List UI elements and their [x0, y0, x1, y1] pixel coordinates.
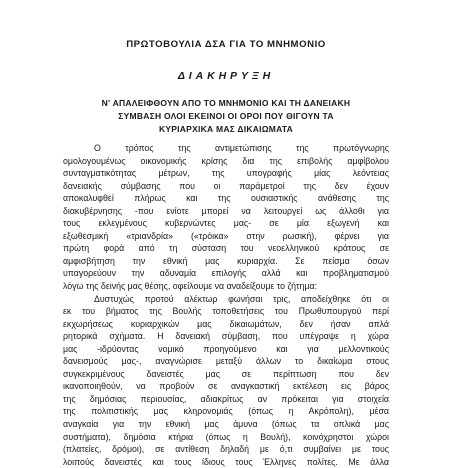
declaration-heading: ΔΙΑΚΗΡΥΞΗ [177, 70, 275, 82]
text-line: αναγκαία για την εθνική μας άμυνα (όπως τα οπλικά μας [63, 419, 389, 430]
text-line: εκ του βήματος της Βουλής τοποθετήσεις του Πρωθυπουργού περί [63, 306, 389, 317]
text-line: δανεισμούς μας-, αναγνώρισε μεταξύ άλλων το δικαίωμα στους [63, 356, 389, 367]
paragraph-2 [63, 293, 389, 468]
text-line: συστήματα), δημόσια κτήρια (όπως η Βουλή), κοινόχρηστοι χώροι [63, 431, 389, 442]
subtitle-line: ΣΥΜΒΑΣΗ ΟΛΟΙ ΕΚΕΙΝΟΙ ΟΙ ΟΡΟΙ ΠΟΥ ΘΙΓΟΥΝ ΤΑ [118, 111, 334, 121]
text-line: διακυβέρνησης -που ενίοτε μπορεί να λειτουργεί ως άλλοθι για [63, 205, 389, 216]
text-line: τους εκλεγμένους κυβερνώντες μας- σε μία εξωγενή και [63, 218, 389, 229]
text-line: εξωθεσμική «τριανδρία» («τρόικα» στην ρωσική), φέρνει για [63, 230, 389, 241]
text-line: εκχωρήσεως κυριαρχικών μας δικαιωμάτων, δεν ήσαν απλά [63, 318, 389, 329]
text-line: ικανοποιηθούν, να προβούν σε αναγκαστική εκτέλεση εις βάρος [63, 381, 389, 392]
text-line: (πλατείες, δρόμοι), σε αντίθεση δηλαδή με ό,τι συμβαίνει με τους [63, 444, 389, 455]
text-line: συνταγματικότητας μέτρων, της υπογραφής μίας λεόντειας [63, 168, 389, 179]
text-line: Ο τρόπος της αντιμετώπισης της πρωτόγνωρης [94, 143, 389, 153]
text-line: ρητορικά σχήματα. Η δανειακή σύμβαση, που υπέγραψε η χώρα [63, 331, 389, 342]
text-line: της πολιτιστικής μας κληρονομιάς (όπως η Ακρόπολη), μέσα [63, 406, 389, 417]
subtitle-line: ΚΥΡΙΑΡΧΙΚΑ ΜΑΣ ΔΙΚΑΙΩΜΑΤΑ [158, 124, 294, 134]
text-line: αμφισβήτηση την εθνική μας κυριαρχία. Σε πείσμα όσων [63, 255, 389, 266]
text-line: ομολογουμένως οικονομικής κρίσης δια της επιβολής αμφίβολου [63, 155, 389, 166]
text-line: λόγω της δεινής μας θέσης, οφείλουμε να αναδείξουμε το ζήτημα: [63, 281, 318, 292]
subtitle-line: Ν' ΑΠΑΛΕΙΦΘΟΥΝ ΑΠΟ ΤΟ ΜΝΗΜΟΝΙΟ ΚΑΙ ΤΗ ΔΑΝΕΙΑΚΗ [101, 98, 351, 108]
text-line: υπαγορεύουν την αδυναμία επιλογής αλλά και προβληματισμού [63, 268, 389, 279]
document-title: ΠΡΩΤΟΒΟΥΛΙΑ ΔΣΑ ΓΙΑ ΤΟ ΜΝΗΜΟΝΙΟ [126, 39, 326, 50]
text-line: μας -ιδρύοντας νομικό προηγούμενο και για μελλοντικούς [63, 343, 389, 354]
text-line: συγκεκριμένους δανειστές μας σε περίπτωση που δεν [63, 368, 389, 379]
text-line: Δυστυχώς προτού αλέκτωρ φωνήσαι τρις, αποδείχθηκε ότι οι [94, 293, 389, 304]
paragraph-1 [63, 142, 389, 293]
text-line: της δημόσιας περιουσίας, αδιακρίτως αν πρόκειται για στοιχεία [63, 393, 389, 404]
text-line: δανειακής σύμβασης που οι παράμετροί της δεν έχουν [63, 180, 389, 191]
text-line: λοιπούς δανειστές και τους ίδιους τους Έλληνες πολίτες. Με άλλα [63, 456, 389, 467]
text-line: πρώτη φορά από τη σύσταση του νεοελληνικού κράτους σε [63, 243, 389, 254]
body-text [63, 142, 389, 468]
text-line: αποκαλυφθεί πλήρως και της ουσιαστικής ανάθεσης της [63, 193, 389, 204]
